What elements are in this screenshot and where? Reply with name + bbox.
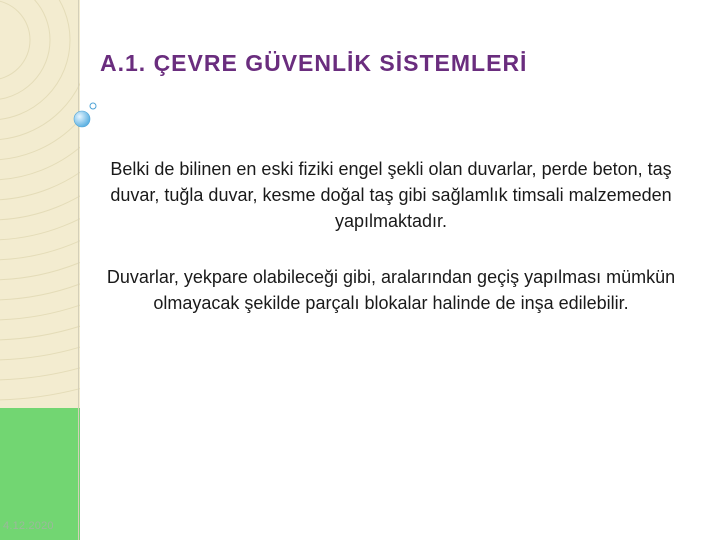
slide-sidebar xyxy=(0,0,80,540)
slide-date: 4.12.2020 xyxy=(3,520,54,532)
bubble-decoration-icon xyxy=(70,98,100,132)
curve-pattern xyxy=(0,0,80,408)
body-paragraph-1: Belki de bilinen en eski fiziki engel şekli olan duvarlar, perde beton, taş duvar, tuğla duvar, kesme doğal taş gibi sağlamlık timsali malzemeden yapılmaktadır. xyxy=(110,159,672,231)
sidebar-divider xyxy=(78,0,79,540)
slide-title: A.1. ÇEVRE GÜVENLİK SİSTEMLERİ xyxy=(100,50,528,76)
body-paragraph-2: Duvarlar, yekpare olabileceği gibi, aralarından geçiş yapılması mümkün olmayacak şekilde parçalı blokalar halinde de inşa edilebilir. xyxy=(106,267,676,313)
sidebar-decoration xyxy=(0,0,80,408)
